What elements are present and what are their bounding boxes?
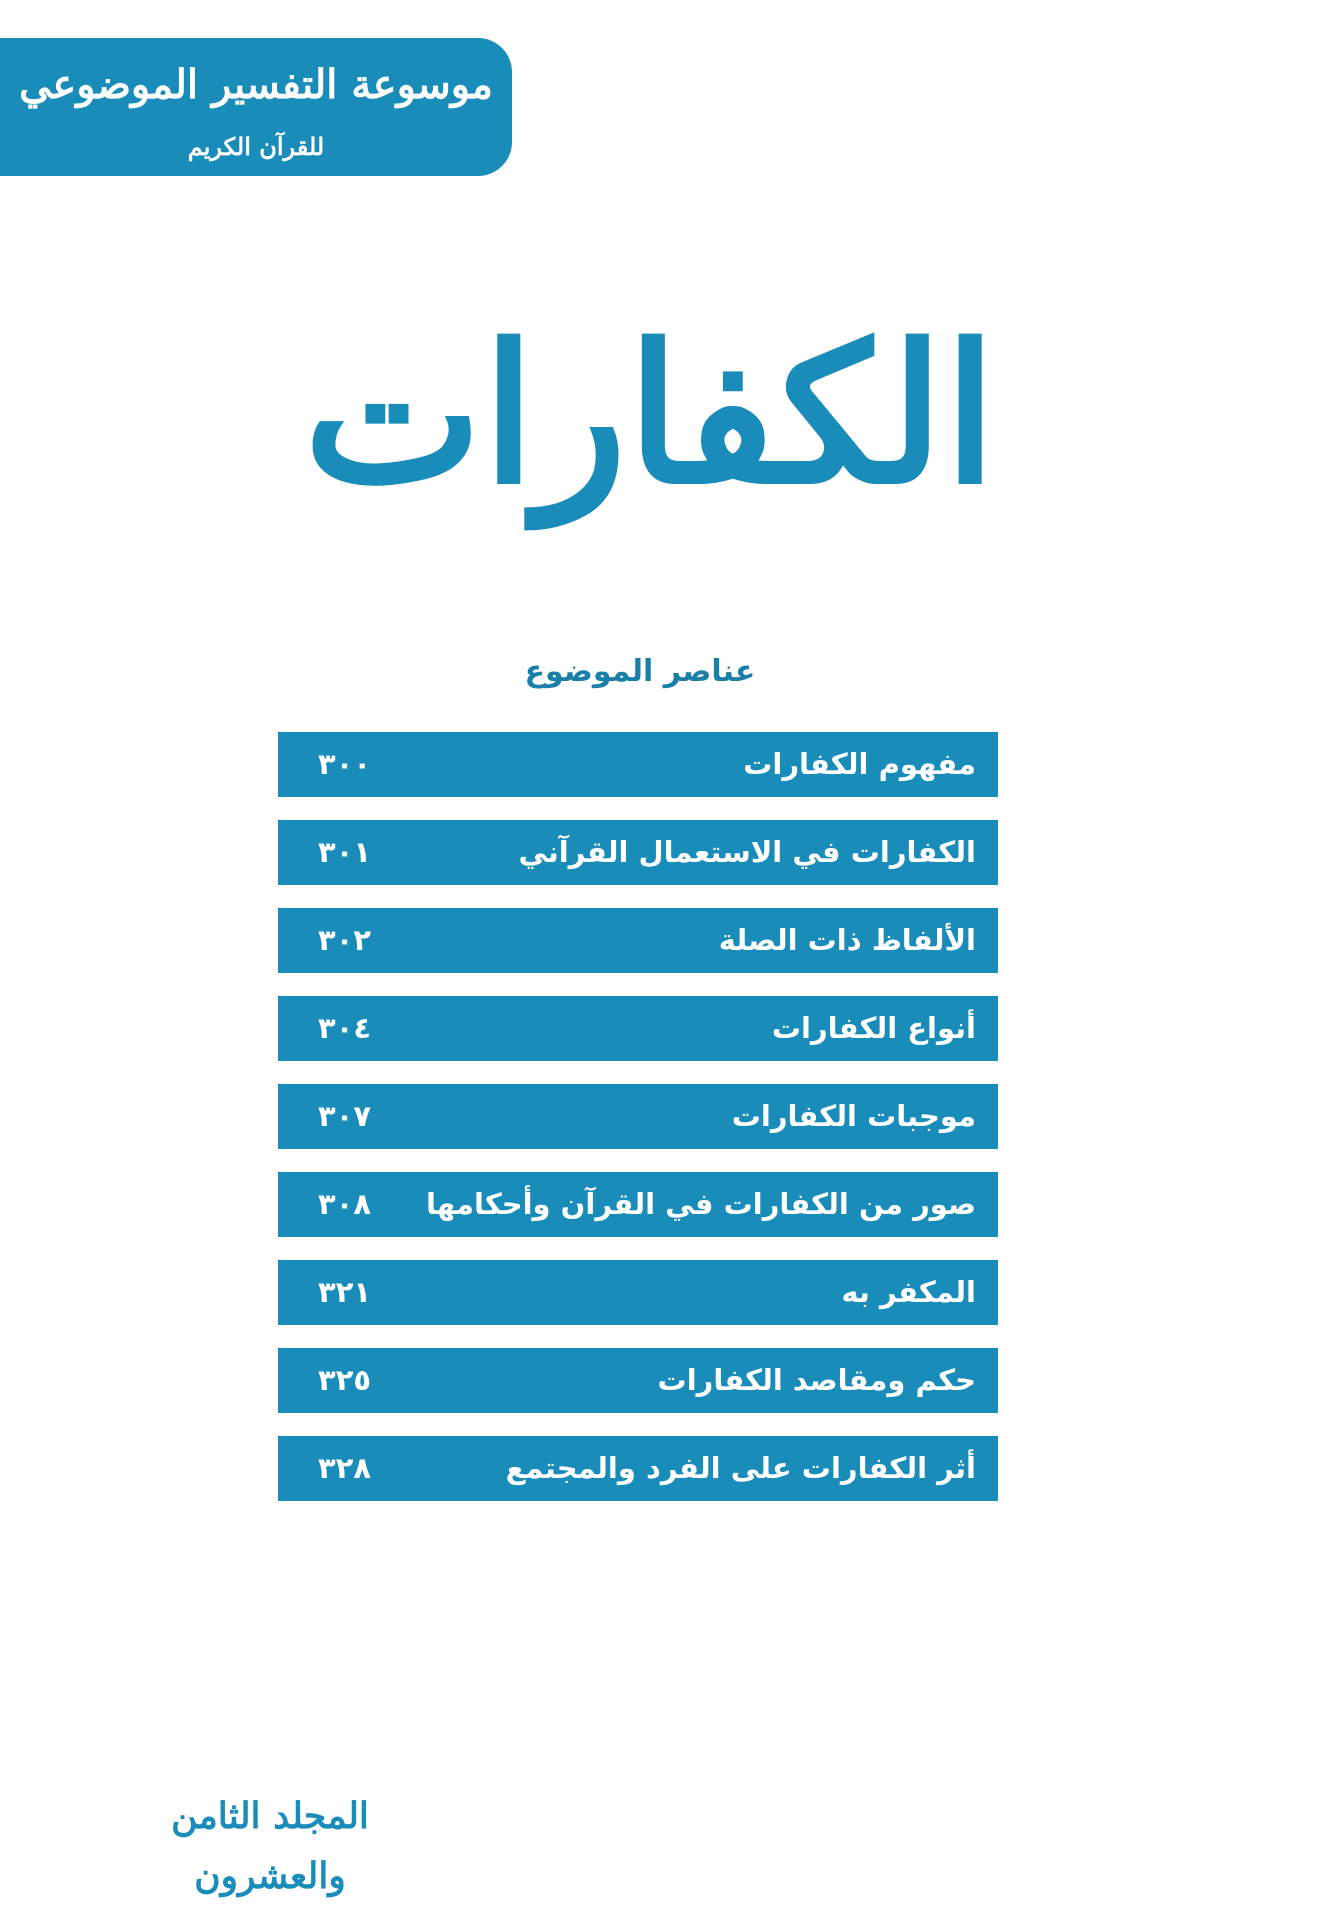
toc-row [278,1436,998,1501]
toc-row-label: الألفاظ ذات الصلة [718,923,976,957]
toc-row-label: صور من الكفارات في القرآن وأحكامها [425,1187,976,1221]
toc-row [278,1260,998,1325]
toc-row [278,1172,998,1237]
toc-row-label: المكفر به [841,1275,976,1309]
toc-row-label: أنواع الكفارات [771,1011,976,1045]
toc-row-label: أثر الكفارات على الفرد والمجتمع [505,1451,976,1485]
toc-list [278,732,998,1524]
toc-row [278,820,998,885]
series-banner [0,38,512,176]
toc-row [278,732,998,797]
toc-row-label: حكم ومقاصد الكفارات [657,1363,976,1397]
toc-row-page-number: ٣٠٧ [318,1099,372,1133]
toc-row-page-number: ٣٠٢ [318,923,372,957]
toc-row [278,1084,998,1149]
toc-row-page-number: ٣٠٤ [318,1011,372,1045]
toc-row-label: مفهوم الكفارات [743,747,976,781]
series-title: موسوعة التفسير الموضوعي [19,61,493,108]
toc-row-page-number: ٣٢٨ [318,1451,372,1485]
toc-row-page-number: ٣٠١ [318,835,372,869]
toc-row [278,1348,998,1413]
toc-row-page-number: ٣٠٠ [318,747,372,781]
toc-row-label: الكفارات في الاستعمال القرآني [518,835,976,869]
toc-row-page-number: ٣٢٥ [318,1363,372,1397]
toc-heading: عناصر الموضوع [524,654,756,689]
toc-row-page-number: ٣٠٨ [318,1187,372,1221]
toc-row [278,996,998,1061]
toc-row [278,908,998,973]
book-title: الكفارات [303,303,997,526]
volume-label: المجلد الثامن والعشرون [171,1795,369,1897]
series-subtitle: للقرآن الكريم [187,132,325,161]
toc-row-page-number: ٣٢١ [318,1275,372,1309]
toc-row-label: موجبات الكفارات [731,1099,976,1133]
